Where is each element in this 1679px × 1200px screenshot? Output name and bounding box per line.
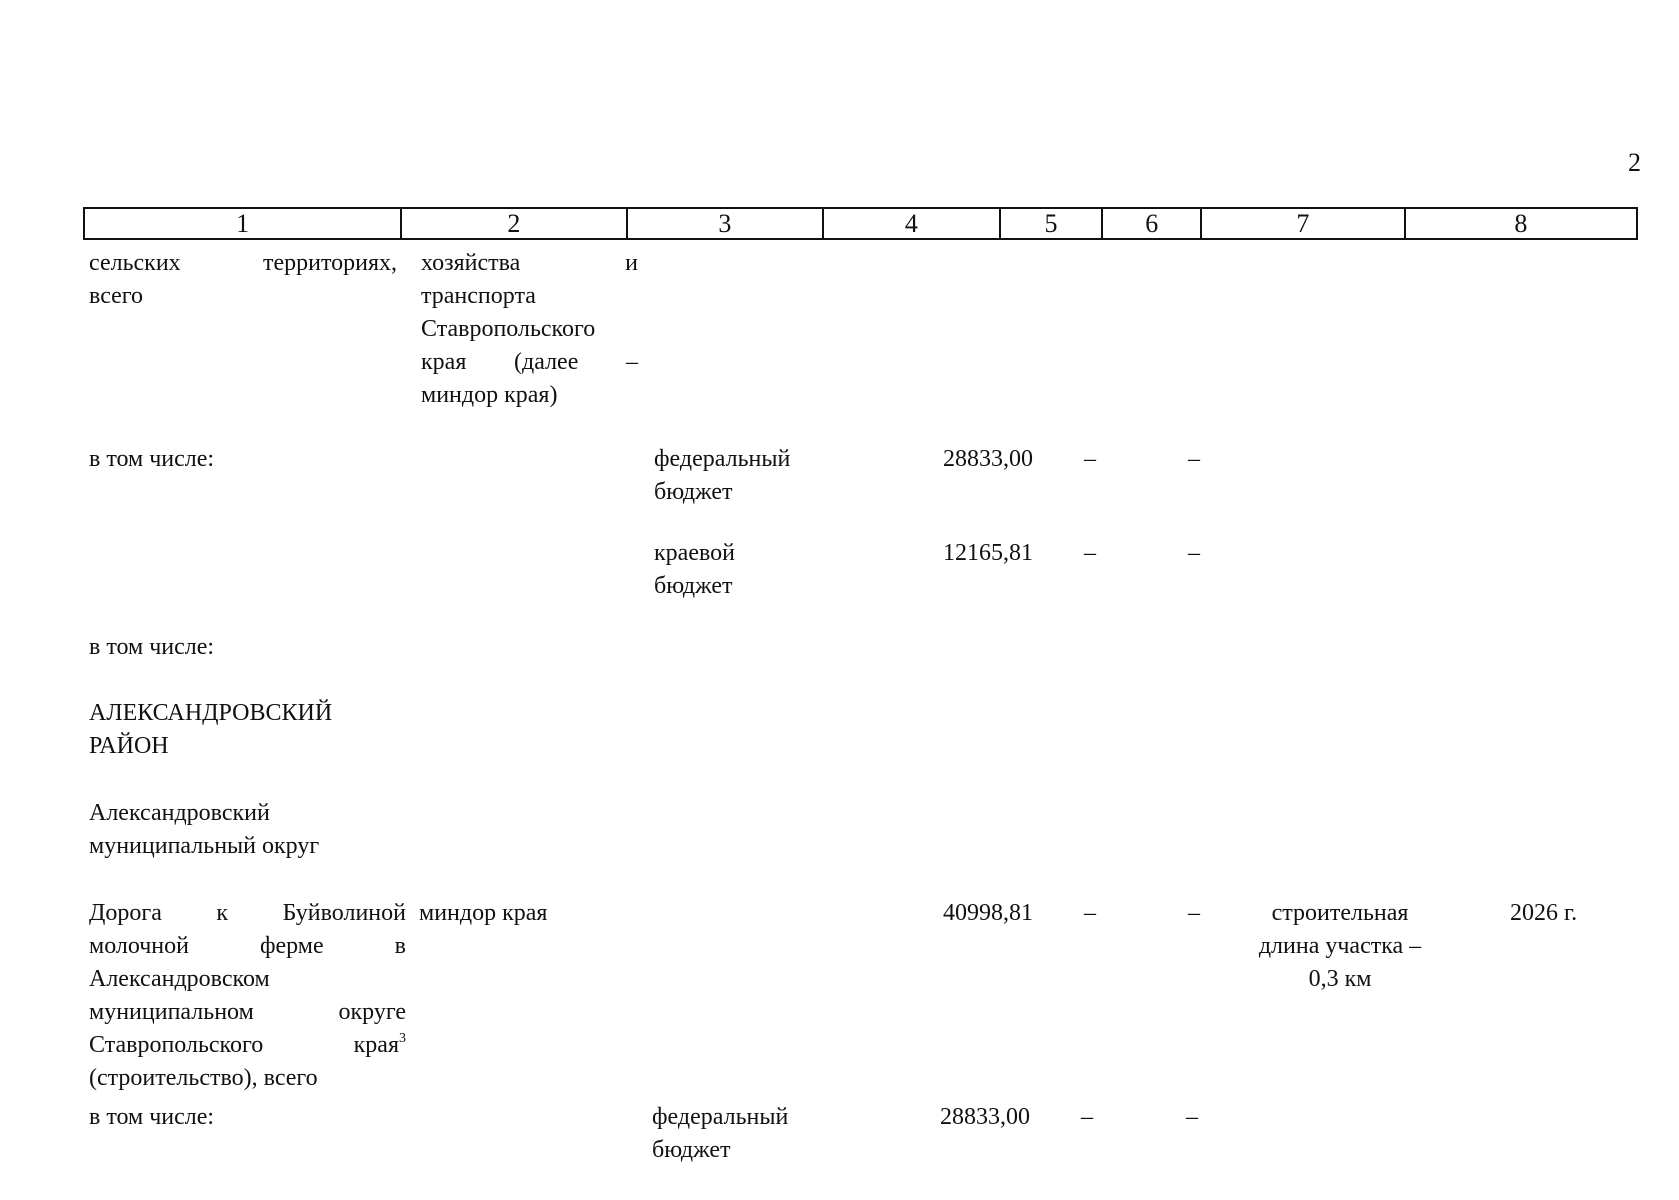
okrug-name: [89, 797, 319, 863]
object-total-value: 40998,81: [943, 900, 1033, 926]
dash: –: [1081, 1104, 1093, 1130]
cont-responsible-word: хозяйства: [421, 250, 521, 276]
budget-line: бюджет: [654, 573, 733, 599]
cont-responsible-word: (далее: [514, 349, 579, 375]
cont-responsible-line: транспорта: [421, 283, 536, 309]
budget-line: бюджет: [652, 1137, 731, 1163]
object-word: ферме: [259, 933, 324, 959]
cont-program-line: всего: [89, 283, 144, 309]
column-header-3: 3: [628, 209, 825, 238]
cont-program-word: сельских: [89, 250, 181, 276]
object-word: муниципальном: [89, 999, 254, 1025]
object-name: [89, 897, 406, 1095]
cont-program-word: территориях,: [262, 250, 397, 276]
object-word: к: [216, 900, 229, 926]
budget-regional-label: [654, 537, 735, 603]
dash: –: [1188, 446, 1200, 472]
cont-responsible: [421, 247, 638, 412]
cont-responsible-word: и: [625, 250, 638, 276]
object-word: молочной: [89, 933, 189, 959]
federal-budget-value: 28833,00: [940, 1104, 1030, 1130]
object-result-line: 0,3 км: [1308, 966, 1372, 992]
object-responsible: миндор края: [419, 900, 548, 926]
district-line: РАЙОН: [89, 733, 169, 759]
budget-line: краевой: [654, 540, 735, 566]
object-line: (строительство), всего: [89, 1065, 318, 1091]
footnote-marker: 3: [399, 1031, 406, 1046]
object-result-line: строительная: [1271, 900, 1409, 926]
object-word: Дорога: [89, 900, 162, 926]
budget-federal-label: [654, 443, 790, 509]
including-label: в том числе:: [89, 634, 215, 660]
column-header-2: 2: [402, 209, 627, 238]
dash: –: [1084, 446, 1096, 472]
object-line: Александровском: [89, 966, 270, 992]
column-header-4: 4: [824, 209, 1001, 238]
federal-budget-value: 28833,00: [943, 446, 1033, 472]
object-word: округе: [338, 999, 406, 1025]
column-header-6: 6: [1103, 209, 1202, 238]
budget-line: федеральный: [654, 446, 791, 472]
object-word-with-footnote: [354, 1029, 406, 1062]
budget-line: бюджет: [654, 479, 733, 505]
object-word: в: [394, 933, 406, 959]
budget-federal-label: [652, 1101, 788, 1167]
object-word: Ставропольского: [89, 1032, 264, 1058]
dash: –: [1188, 900, 1200, 926]
including-label: в том числе:: [89, 446, 215, 472]
object-word: Буйволиной: [282, 900, 406, 926]
including-label: в том числе:: [89, 1104, 215, 1130]
dash: –: [1188, 540, 1200, 566]
object-result-line: длина участка –: [1258, 933, 1422, 959]
dash: –: [1186, 1104, 1198, 1130]
object-word: края: [353, 1032, 399, 1058]
dash: –: [1084, 540, 1096, 566]
column-header-7: 7: [1202, 209, 1405, 238]
cont-responsible-word: –: [626, 349, 638, 375]
regional-budget-value: 12165,81: [943, 540, 1033, 566]
column-header-8: 8: [1514, 209, 1528, 238]
okrug-line: муниципальный округ: [89, 833, 320, 859]
object-year: 2026 г.: [1510, 900, 1578, 926]
object-result: [1230, 897, 1450, 996]
budget-line: федеральный: [652, 1104, 789, 1130]
cont-responsible-word: края: [421, 349, 467, 375]
cont-responsible-line: миндор края): [421, 382, 558, 408]
dash: –: [1084, 900, 1096, 926]
cont-program-name: [89, 247, 397, 313]
district-name: [89, 697, 332, 763]
page-number: 2: [1628, 148, 1641, 177]
column-header-5: 5: [1001, 209, 1104, 238]
okrug-line: Александровский: [89, 800, 270, 826]
district-line: АЛЕКСАНДРОВСКИЙ: [89, 700, 333, 726]
column-header-1: 1: [85, 209, 402, 238]
cont-responsible-line: Ставропольского: [421, 316, 596, 342]
table-header-row: [83, 207, 1638, 240]
